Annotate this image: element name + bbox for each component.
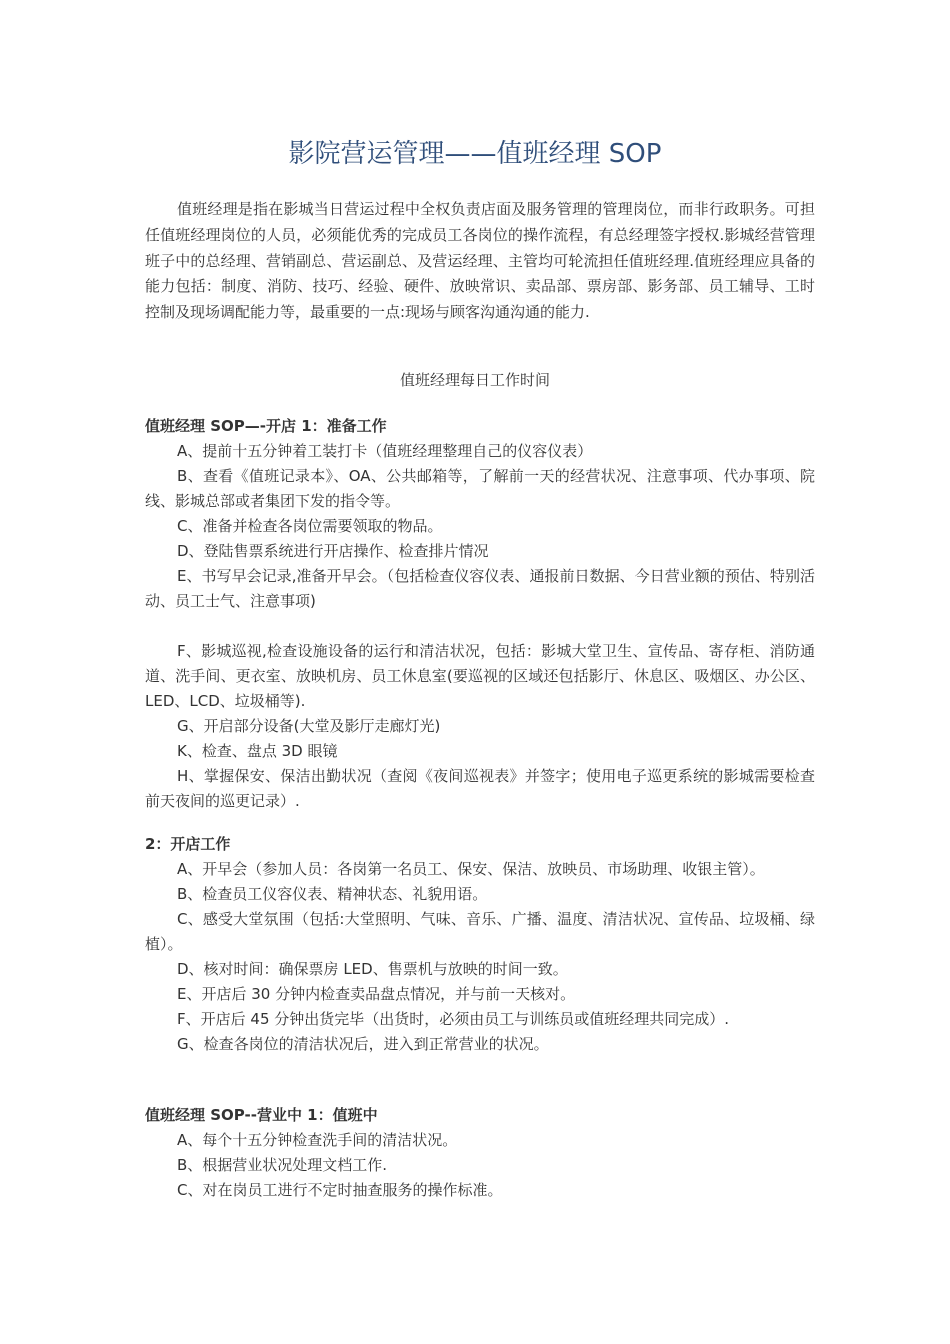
list-item: H、掌握保安、保洁出勤状况（查阅《夜间巡视表》并签字；使用电子巡更系统的影城需要检查前天夜间的巡更记录）. (145, 767, 815, 810)
list-item: K、检查、盘点 3D 眼镜 (177, 742, 338, 760)
list-item: G、检查各岗位的清洁状况后，进入到正常营业的状况。 (177, 1035, 549, 1053)
section-heading: 值班经理 SOP--营业中 1：值班中 (145, 1106, 378, 1124)
list-item: F、开店后 45 分钟出货完毕（出货时，必须由员工与训练员或值班经理共同完成）. (177, 1010, 730, 1028)
section-opening-work (145, 832, 815, 1057)
list-item: E、开店后 30 分钟内检查卖品盘点情况，并与前一天核对。 (177, 985, 576, 1003)
section-on-duty (145, 1103, 815, 1203)
list-item: A、开早会（参加人员：各岗第一名员工、保安、保洁、放映员、市场助理、收银主管）。 (177, 860, 765, 878)
schedule-heading: 值班经理每日工作时间 (399, 371, 550, 389)
list-item: D、核对时间：确保票房 LED、售票机与放映的时间一致。 (177, 960, 568, 978)
section-heading: 值班经理 SOP—-开店 1：准备工作 (145, 417, 387, 435)
section-opening-prep (145, 414, 815, 814)
list-item: F、影城巡视,检查设施设备的运行和清洁状况，包括：影城大堂卫生、宣传品、寄存柜、消防通道、洗手间、更衣室、放映机房、员工休息室(要巡视的区域还包括影厅、休息区、吸烟区、办公区、LED、LCD、垃圾桶等). (145, 642, 815, 710)
section-heading: 2：开店工作 (145, 835, 231, 853)
list-item: B、检查员工仪容仪表、精神状态、礼貌用语。 (177, 885, 488, 903)
list-item: A、每个十五分钟检查洗手间的清洁状况。 (177, 1131, 458, 1149)
list-item: C、感受大堂氛围（包括:大堂照明、气味、音乐、广播、温度、清洁状况、宣传品、垃圾桶、绿植）。 (145, 910, 815, 953)
list-item: G、开启部分设备(大堂及影厅走廊灯光) (177, 717, 441, 735)
list-item: B、查看《值班记录本》、OA、公共邮箱等，了解前一天的经营状况、注意事项、代办事项、院线、影城总部或者集团下发的指令等。 (145, 467, 815, 510)
document-title: 影院营运管理——值班经理 SOP (288, 139, 662, 169)
list-item: B、根据营业状况处理文档工作. (177, 1156, 388, 1174)
list-item: C、准备并检查各岗位需要领取的物品。 (177, 517, 443, 535)
list-item: A、提前十五分钟着工装打卡（值班经理整理自己的仪容仪表） (177, 442, 593, 460)
list-item: D、登陆售票系统进行开店操作、检查排片情况 (177, 542, 489, 560)
intro-paragraph: 值班经理是指在影城当日营运过程中全权负责店面及服务管理的管理岗位，而非行政职务。可担任值班经理岗位的人员，必须能优秀的完成员工各岗位的操作流程，有总经理签字授权.影城经营管理班子中的总经理、营销副总、营运副总、及营运经理、主管均可轮流担任值班经理.值班经理应具备的能力包括：制度、消防、技巧、经验、硬件、放映常识、卖品部、票房部、影务部、员工辅导、工时控制及现场调配能力等，最重要的一点:现场与顾客沟通沟通的能力. (145, 200, 815, 322)
list-item: E、书写早会记录,准备开早会。（包括检查仪容仪表、通报前日数据、今日营业额的预估、特别活动、员工士气、注意事项) (145, 567, 815, 610)
list-item: C、对在岗员工进行不定时抽查服务的操作标准。 (177, 1181, 503, 1199)
